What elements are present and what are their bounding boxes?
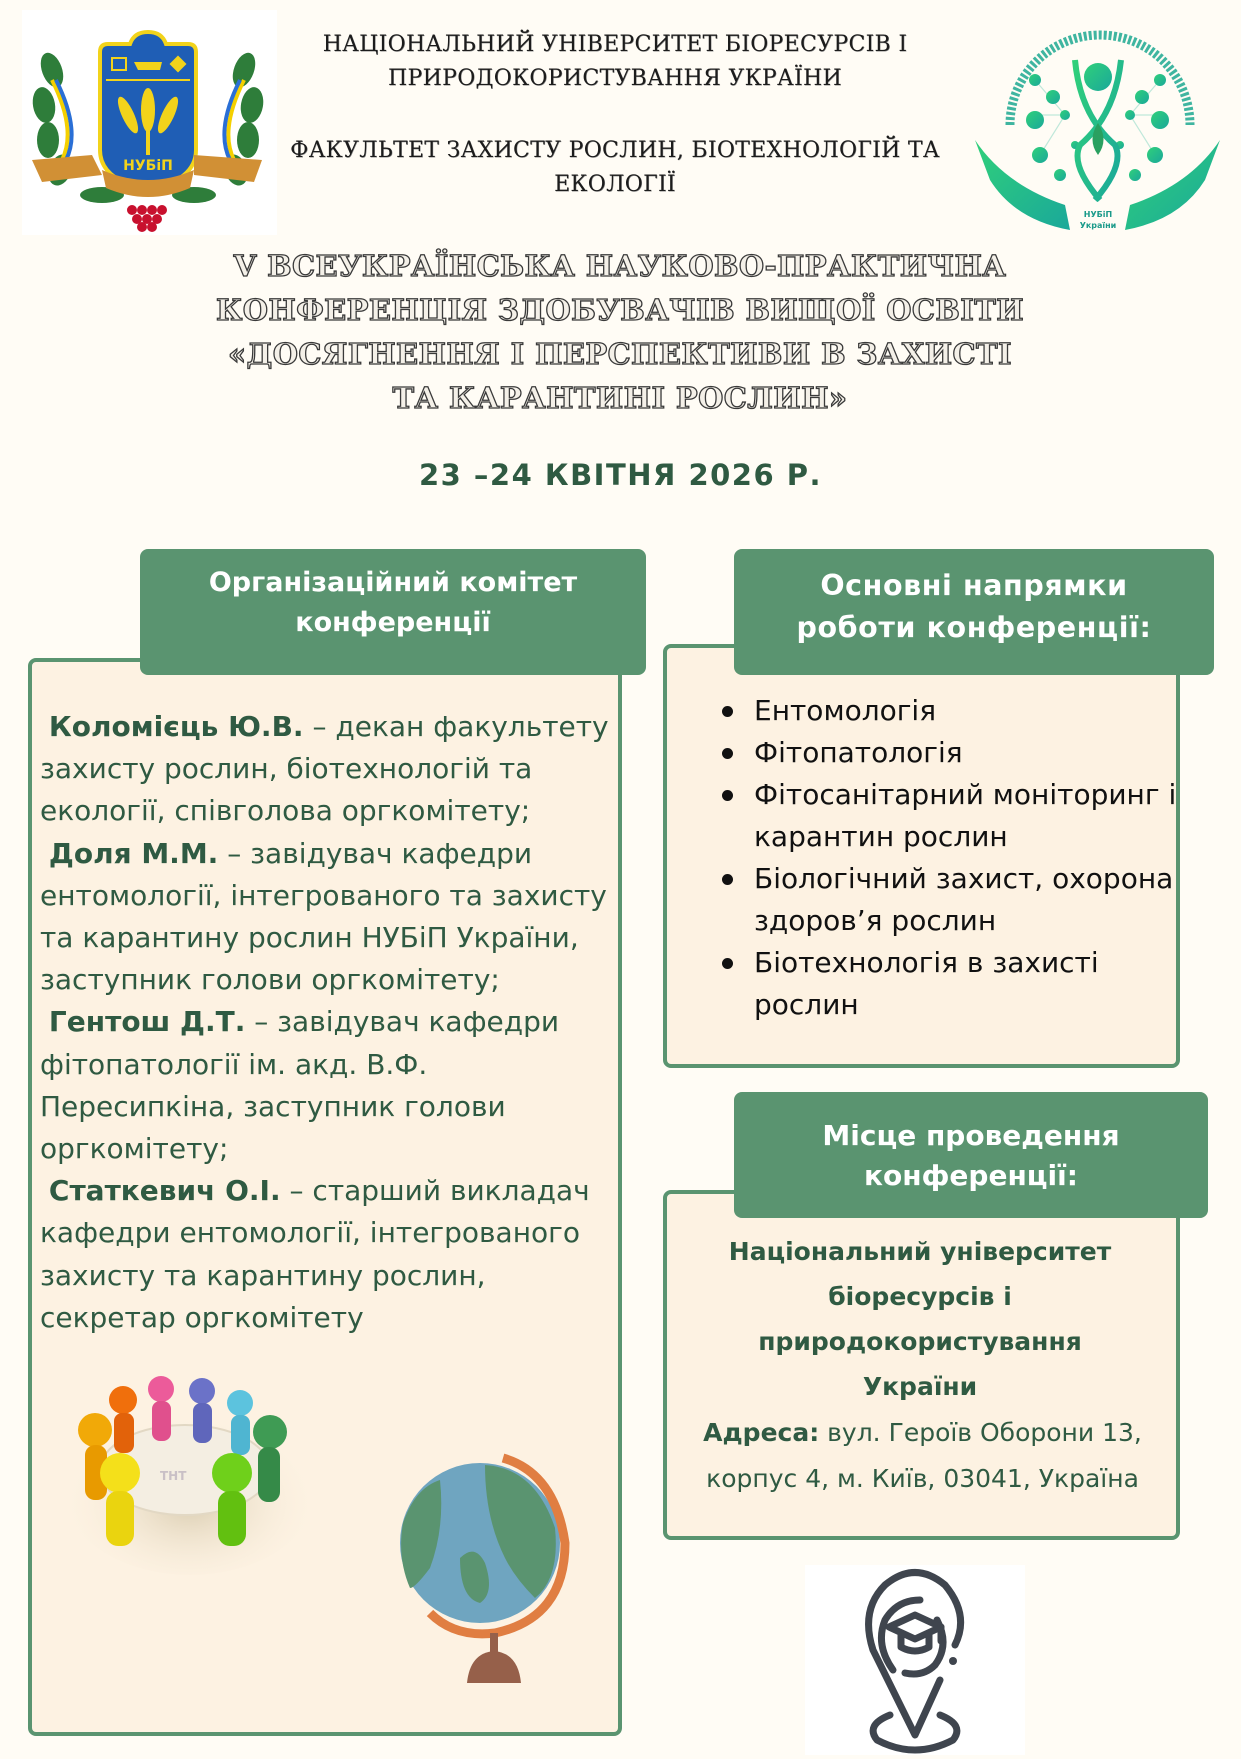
faculty-name	[255, 134, 975, 202]
venue-name-line: природокористування	[758, 1327, 1082, 1356]
conference-title	[200, 244, 1040, 420]
member-role: завідувач кафедри фітопатології ім. акд. В.Ф. Пересипкіна, заступник голови оргкомітету;	[40, 1005, 560, 1166]
member-name: Статкевич О.І.	[48, 1174, 281, 1208]
member-separator: –	[303, 710, 336, 743]
heading-line: Основні напрямки	[820, 569, 1128, 602]
round-table-illustration	[50, 1345, 330, 1575]
heading-line: конференції:	[864, 1159, 1078, 1192]
svg-text:НУБіП: НУБіП	[123, 158, 173, 174]
round-table-people-icon	[50, 1345, 330, 1575]
member-name: Коломієць Ю.В.	[48, 710, 304, 743]
heading-line: роботи конференції:	[796, 611, 1152, 644]
committee-member	[40, 1170, 620, 1339]
committee-member	[40, 1001, 620, 1170]
venue-name-line: України	[862, 1372, 978, 1401]
faculty-name-line: ФАКУЛЬТЕТ ЗАХИСТУ РОСЛИН, БІОТЕХНОЛОГІЙ ТА	[290, 138, 940, 163]
member-separator: –	[218, 836, 251, 870]
direction-item: Біологічний захист, охорона здоров’я рослин	[710, 858, 1190, 942]
directions-heading	[734, 549, 1214, 675]
direction-item: Фітопатологія	[710, 732, 1190, 774]
location-pin-graduation-cap-icon	[805, 1565, 1025, 1755]
member-separator: –	[245, 1005, 278, 1039]
globe-illustration	[385, 1448, 590, 1693]
direction-item: Ентомологія	[710, 690, 1190, 732]
address-line: корпус 4, м. Київ, 03041, Україна	[706, 1463, 1139, 1493]
university-crest-icon	[22, 10, 277, 235]
emblem-label-line1: НУБіП	[1083, 210, 1113, 219]
emblem-label-line2: України	[1079, 221, 1117, 230]
university-crest-logo	[22, 10, 277, 235]
member-role: завідувач кафедри ентомології, інтегрованого та захисту та карантину рослин НУБіП України, заступник голови оргкомітету;	[40, 836, 607, 997]
heading-line: конференції	[295, 607, 491, 638]
venue-name-line: Національний університет	[728, 1237, 1112, 1266]
directions-list	[710, 690, 1190, 1026]
heading-line: Місце проведення	[822, 1119, 1120, 1152]
member-name: Гентош Д.Т.	[48, 1005, 246, 1039]
heading-line: Організаційний комітет	[208, 567, 578, 598]
address-label: Адреса:	[703, 1418, 820, 1447]
committee-members	[40, 706, 620, 1339]
faculty-name-line: ЕКОЛОГІЇ	[554, 172, 676, 197]
conference-title-line: «ДОСЯГНЕННЯ І ПЕРСПЕКТИВИ В ЗАХИСТІ	[228, 337, 1012, 371]
member-role: декан факультету захисту рослин, біотехнологій та екології, співголова оргкомітету;	[40, 710, 609, 828]
faculty-emblem-icon	[965, 5, 1230, 235]
venue-name-line: біоресурсів і	[828, 1282, 1012, 1311]
conference-date: 23 –24 КВІТНЯ 2026 Р.	[418, 458, 823, 492]
member-role: старший викладач кафедри ентомології, інтегрованого захисту та карантину рослин, секретар оргкомітету	[40, 1174, 590, 1334]
globe-icon	[385, 1448, 590, 1693]
faculty-emblem-logo	[965, 5, 1230, 235]
address-line	[685, 1410, 1160, 1456]
venue-heading	[734, 1092, 1208, 1218]
venue-name	[680, 1229, 1160, 1409]
conference-title-line: V ВСЕУКРАЇНСЬКА НАУКОВО-ПРАКТИЧНА	[233, 249, 1007, 283]
direction-item: Фітосанітарний моніторинг і карантин рослин	[710, 774, 1190, 858]
member-separator: –	[280, 1174, 313, 1208]
organizing-committee-heading	[140, 549, 646, 675]
university-name-line: НАЦІОНАЛЬНИЙ УНІВЕРСИТЕТ БІОРЕСУРСІВ І	[322, 32, 908, 57]
university-name-line: ПРИРОДОКОРИСТУВАННЯ УКРАЇНИ	[388, 66, 842, 91]
table-logo-text: THT	[160, 1469, 187, 1483]
committee-member	[40, 706, 620, 833]
member-name: Доля М.М.	[48, 836, 219, 870]
venue-address	[685, 1410, 1160, 1501]
location-pin-illustration	[805, 1565, 1025, 1755]
committee-member	[40, 833, 620, 1002]
address-street: вул. Героїв Оборони 13,	[819, 1418, 1142, 1447]
university-name	[255, 28, 975, 96]
conference-title-line: КОНФЕРЕНЦІЯ ЗДОБУВАЧІВ ВИЩОЇ ОСВІТИ	[215, 293, 1025, 327]
direction-item: Біотехнологія в захисті рослин	[710, 942, 1190, 1026]
conference-title-line: ТА КАРАНТИНІ РОСЛИН»	[392, 381, 848, 415]
